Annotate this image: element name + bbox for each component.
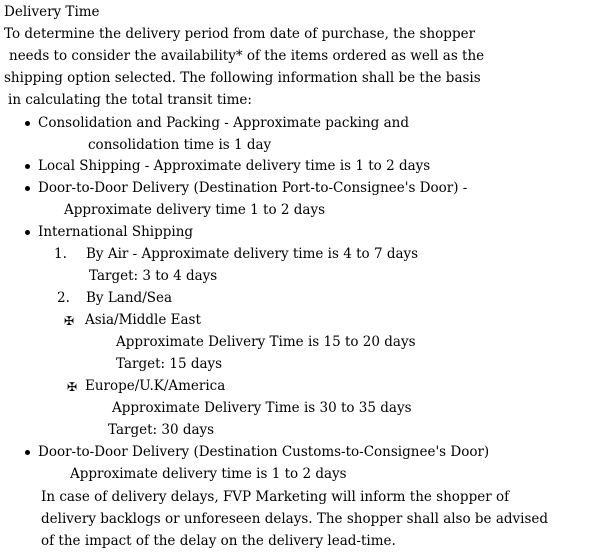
intro-line: needs to consider the availability* of the items ordered as well as the [9,48,485,64]
list-item-text: Approximate delivery time is 1 to 2 days [70,466,347,482]
list-item-text: Local Shipping - Approximate delivery time is 1 to 2 days [38,158,431,174]
cross-bullet-icon: ✠ [64,314,75,328]
bullet-icon [25,186,30,191]
list-item-text: International Shipping [38,224,194,240]
page-title: Delivery Time [4,4,100,20]
item-number: 2. [57,290,70,306]
intro-line: shipping option selected. The following information shall be the basis [4,70,481,86]
list-item-text: Door-to-Door Delivery (Destination Customs-to-Consignee's Door) [38,444,490,460]
closing-line: delivery backlogs or unforeseen delays. The shopper shall also be advised [41,511,549,527]
bullet-icon [25,121,30,126]
list-item-text: Consolidation and Packing - Approximate packing and [38,115,409,131]
target-text: Target: 30 days [108,422,215,438]
target-text: Target: 3 to 4 days [89,268,218,284]
bullet-icon [25,164,30,169]
list-item-text: consolidation time is 1 day [88,137,272,153]
bullet-icon [25,450,30,455]
intro-line: in calculating the total transit time: [8,92,252,108]
target-text: Target: 15 days [116,356,223,372]
intro-line: To determine the delivery period from date of purchase, the shopper [4,26,476,42]
region-time: Approximate Delivery Time is 30 to 35 days [112,400,412,416]
list-item-text: By Land/Sea [86,290,173,306]
list-item-text: By Air - Approximate delivery time is 4 to 7 days [86,246,419,262]
closing-line: In case of delivery delays, FVP Marketing will inform the shopper of [41,489,510,505]
list-item-text: Door-to-Door Delivery (Destination Port-to-Consignee's Door) - [38,180,468,196]
region-label: Asia/Middle East [85,312,201,328]
item-number: 1. [54,246,67,262]
region-label: Europe/U.K/America [85,378,226,394]
region-time: Approximate Delivery Time is 15 to 20 days [116,334,416,350]
list-item-text: Approximate delivery time 1 to 2 days [64,202,326,218]
bullet-icon [25,230,30,235]
closing-line: of the impact of the delay on the delivery lead-time. [41,533,396,549]
cross-bullet-icon: ✠ [67,380,78,394]
